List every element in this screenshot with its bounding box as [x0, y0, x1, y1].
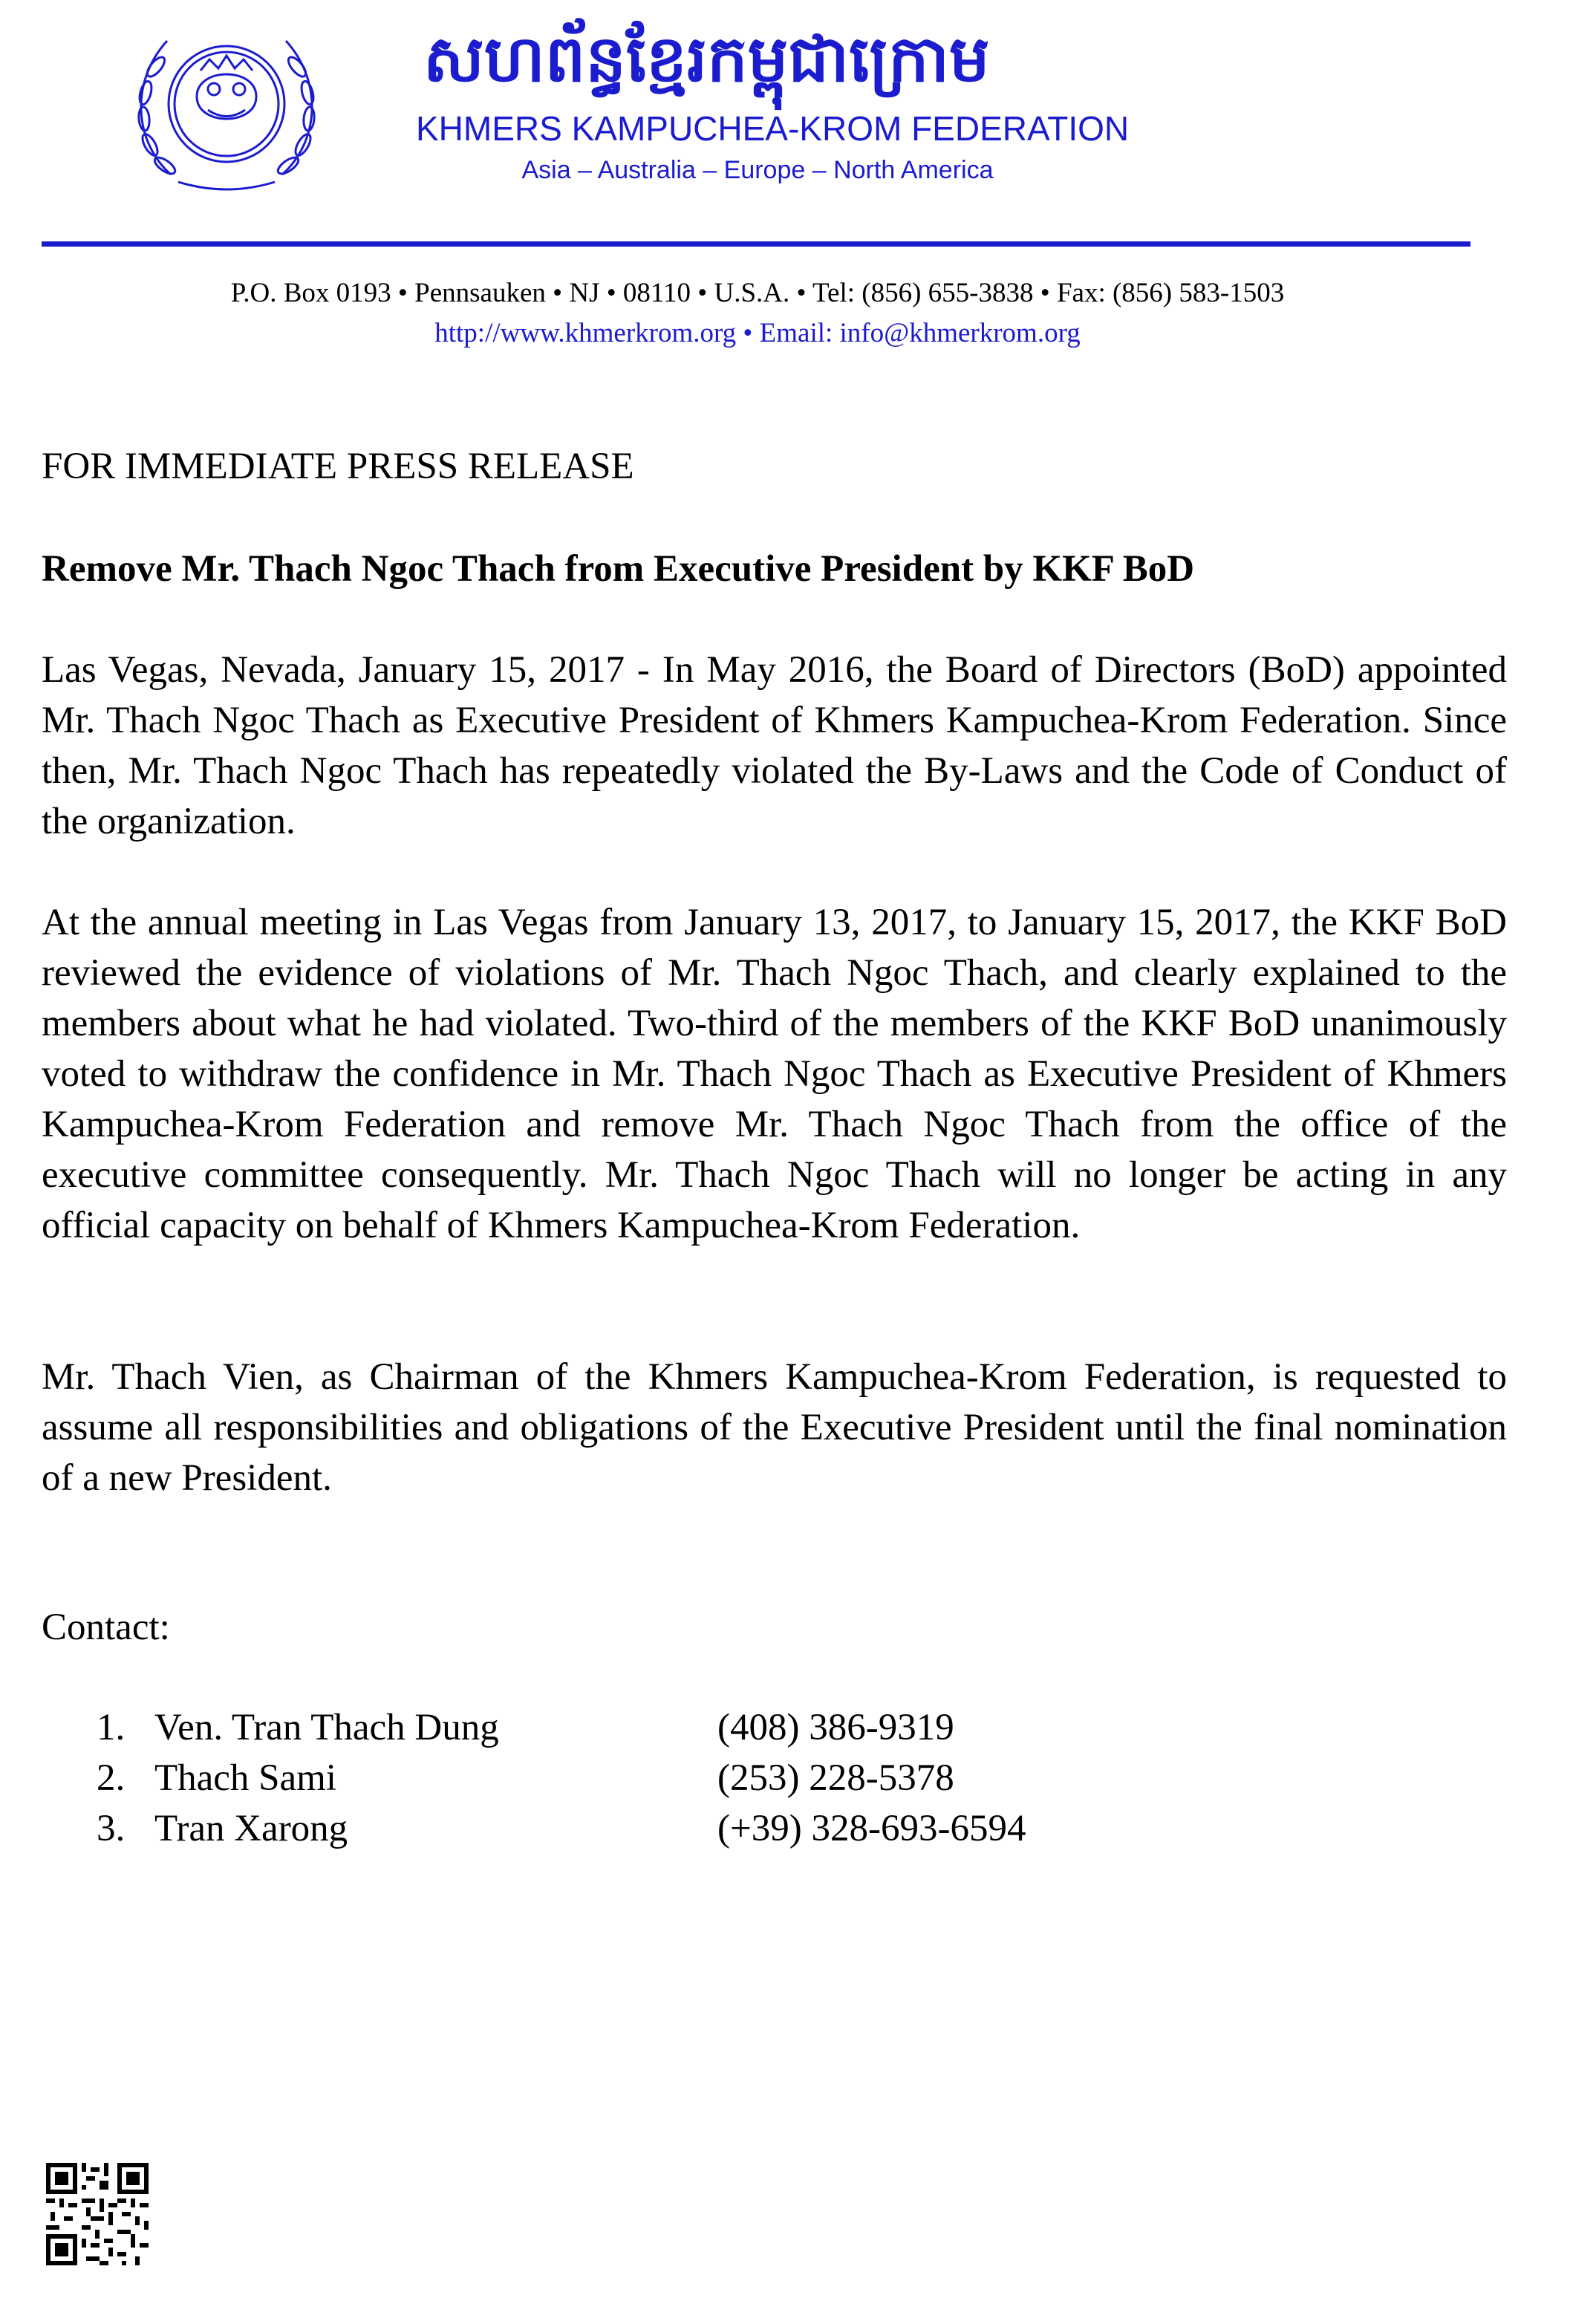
contact-number: 3.	[97, 1808, 126, 1849]
federation-seal-logo	[126, 15, 327, 201]
contact-name: Tran Xarong	[154, 1808, 348, 1849]
contact-name: Ven. Tran Thach Dung	[154, 1707, 499, 1748]
contact-number: 2.	[97, 1757, 126, 1799]
header-divider	[42, 241, 1470, 247]
contact-label: Contact:	[42, 1607, 170, 1648]
org-name: KHMERS KAMPUCHEA-KROM FEDERATION	[416, 109, 1130, 148]
website-email-link[interactable]: http://www.khmerkrom.org • Email: info@khmerkrom.org	[434, 318, 1081, 348]
body-paragraph: At the annual meeting in Las Vegas from January 13, 2017, to January 15, 2017, the KKF BoD reviewed the evidence of violations of Mr. Thach Ngoc Thach, and clearly explained to the members about what he had violated. Two-third of the members of the KKF BoD unanimously voted to withdraw the confidence in Mr. Thach Ngoc Thach as Executive President of Khmers Kampuchea-Krom Federation and remove Mr. Thach Ngoc Thach from the office of the executive committee consequently. Mr. Thach Ngoc Thach will no longer be acting in any official capacity on behalf of Khmers Kampuchea-Krom Federation.	[42, 902, 1507, 1246]
contact-item	[97, 1803, 1136, 1854]
address-line: P.O. Box 0193 • Pennsauken • NJ • 08110 • U.S.A. • Tel: (856) 655-3838 • Fax: (856) 583-1503	[230, 278, 1285, 308]
contact-name: Thach Sami	[154, 1757, 337, 1799]
contact-phone: (+39) 328-693-6594	[717, 1808, 1026, 1849]
contact-item	[97, 1753, 1136, 1803]
body-paragraph: Las Vegas, Nevada, January 15, 2017 - In May 2016, the Board of Directors (BoD) appointed Mr. Thach Ngoc Thach as Executive President of Khmers Kampuchea-Krom Federation. Since then, Mr. Thach Ngoc Thach has repeatedly violated the By-Laws and the Code of Conduct of the organization.	[42, 649, 1507, 842]
org-regions: Asia – Australia – Europe – North America	[521, 156, 994, 184]
contact-list	[97, 1702, 1136, 1854]
contact-phone: (408) 386-9319	[717, 1707, 954, 1748]
press-release-headline: Remove Mr. Thach Ngoc Thach from Executive President by KKF BoD	[42, 548, 1195, 590]
release-label: FOR IMMEDIATE PRESS RELEASE	[42, 446, 634, 487]
body-paragraph: Mr. Thach Vien, as Chairman of the Khmers Kampuchea-Krom Federation, is requested to assume all responsibilities and obligations of the Executive President until the final nomination of a new President.	[42, 1356, 1507, 1499]
contact-number: 1.	[97, 1707, 126, 1748]
org-name-khmer: សហព័ន្ធខ្មែរកម្ពុជាក្រោម	[423, 22, 990, 97]
contact-phone: (253) 228-5378	[717, 1757, 954, 1799]
contact-item	[97, 1702, 1136, 1753]
qr-code-icon	[46, 2163, 149, 2265]
